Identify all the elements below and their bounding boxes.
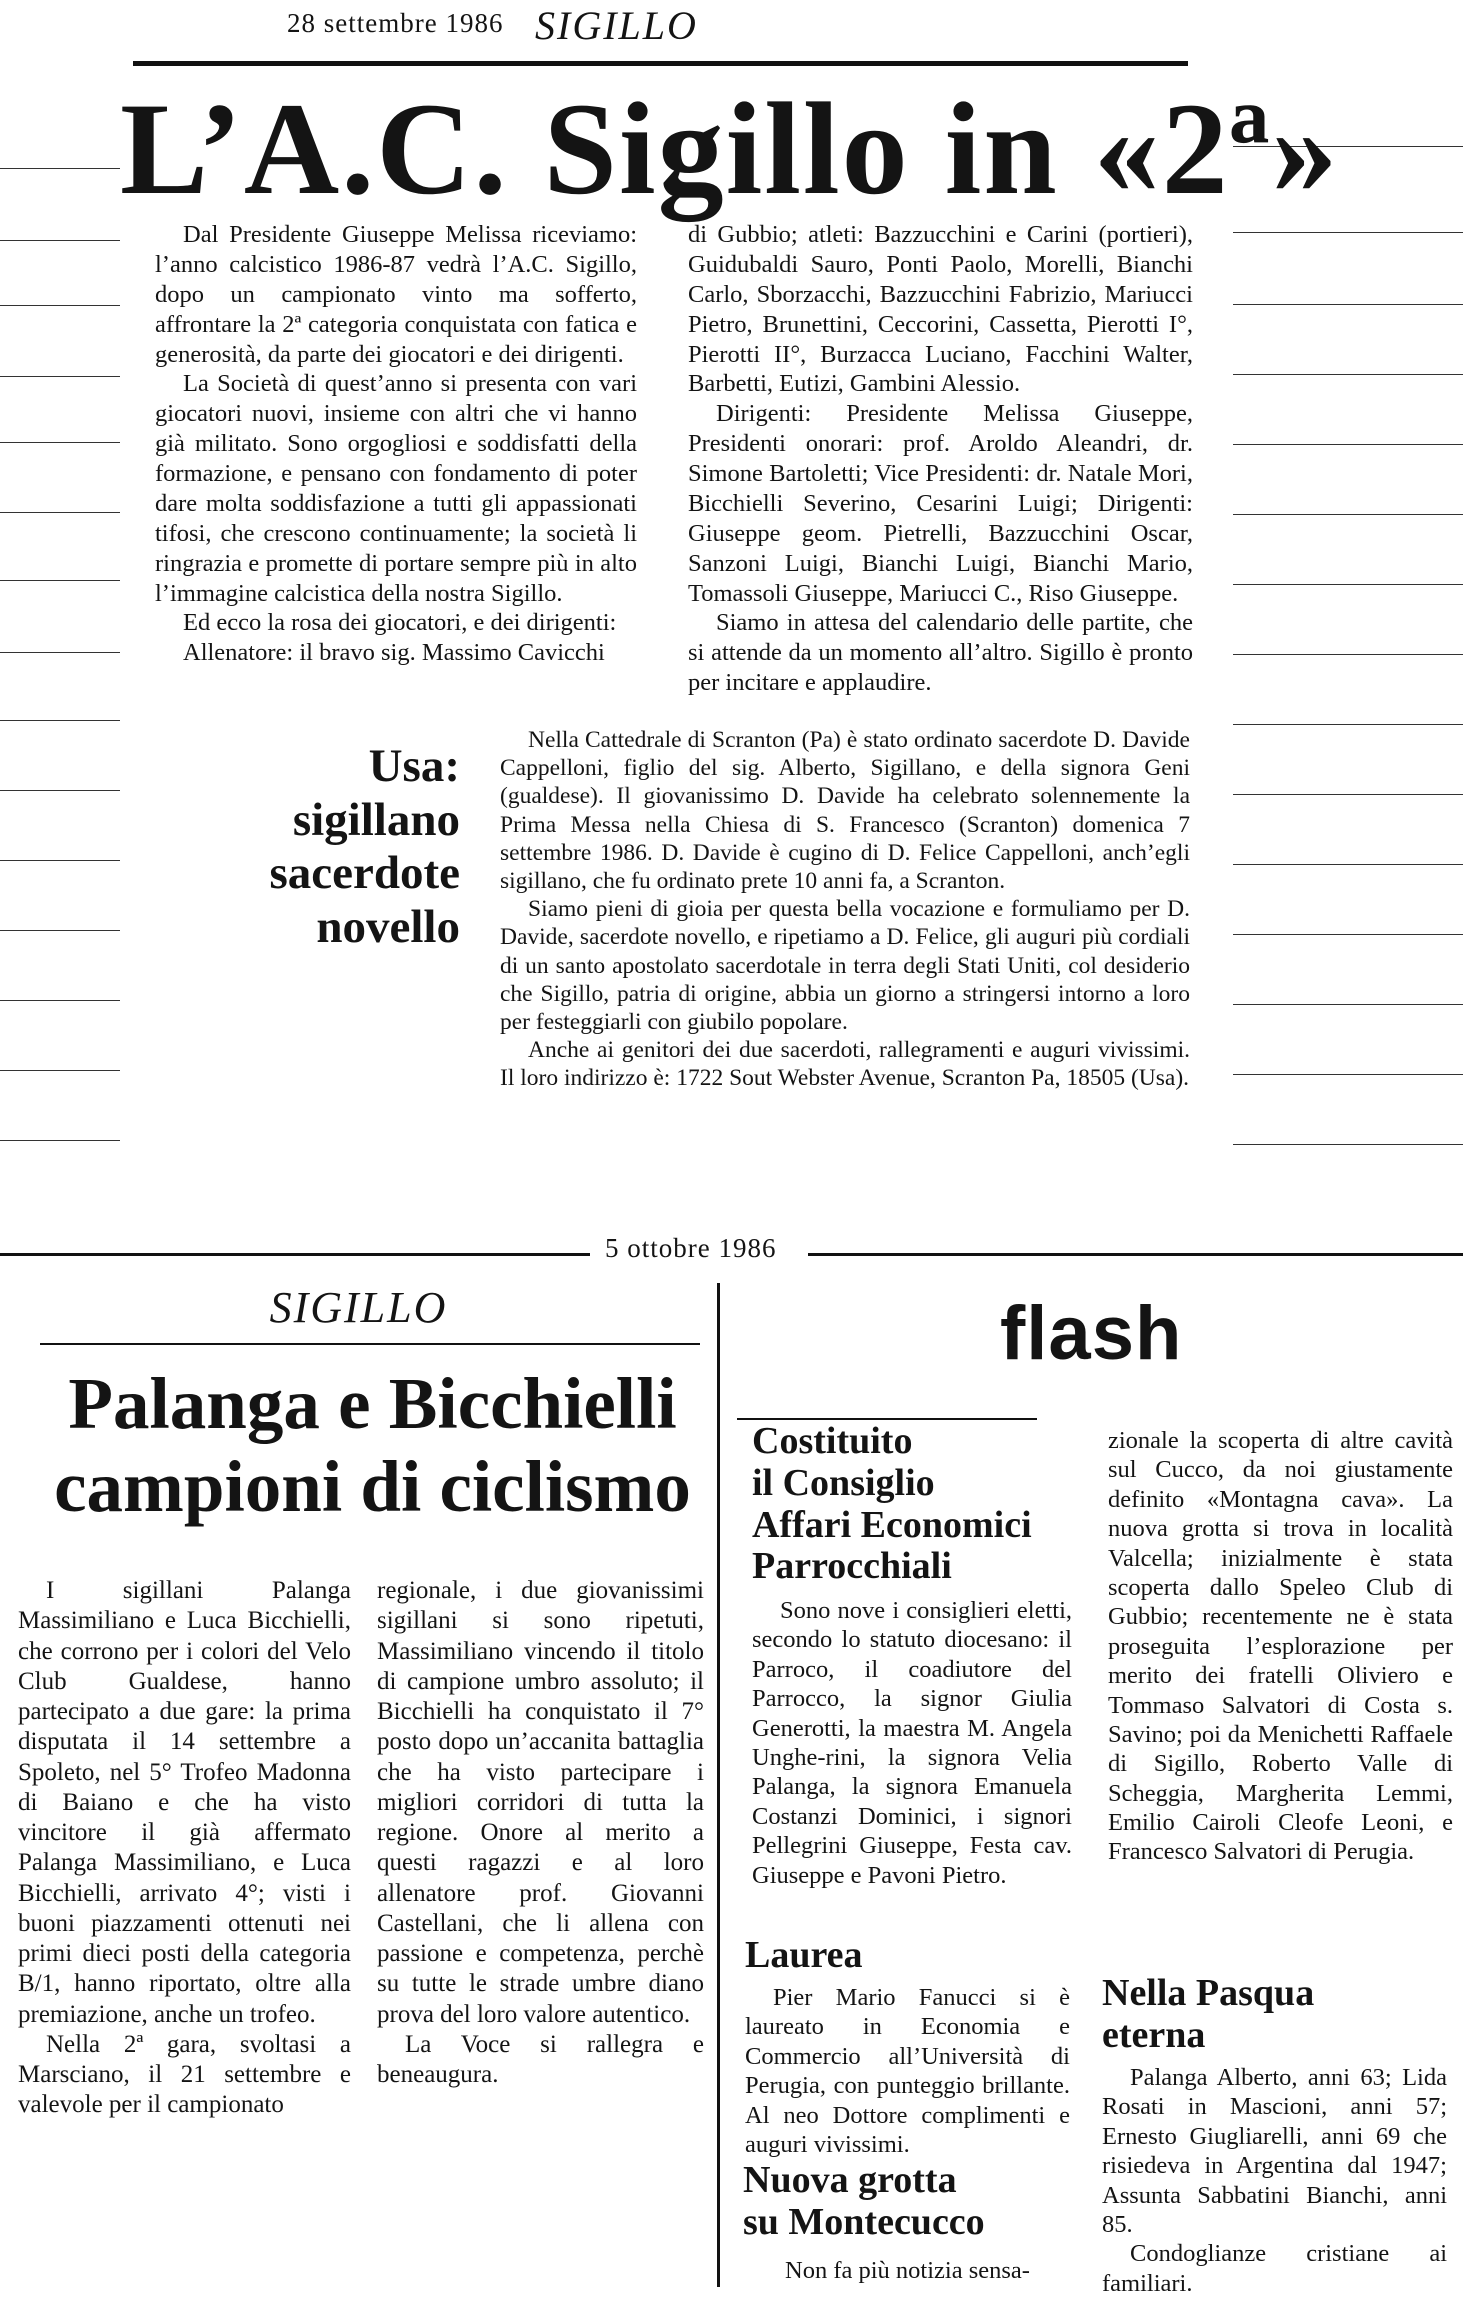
margin-rule [1233,654,1463,655]
headline [30,1362,715,1528]
margin-rule [1233,934,1463,935]
margin-rule [1233,1004,1463,1005]
flash-heading: flash [1000,1291,1183,1376]
paragraph: La Voce si rallegra e beneaugura. [377,2030,704,2088]
section-kicker: SIGILLO [535,3,698,48]
margin-rule [0,580,120,581]
margin-rule [0,790,120,791]
margin-rule [0,512,120,513]
paragraph: Pier Mario Fanucci si è laureato in Economia e Commercio all’Università di Perugia, con punteggio brillante. Al neo Dottore complimenti e auguri vivissimi. [745,1984,1070,2158]
paragraph: Siamo pieni di gioia per questa bella vocazione e formuliamo per D. Davide, sacerdote novello, e ripetiamo a D. Felice, gli auguri più cordiali di un santo apostolato sacerdotale in terra degli Stati Uniti, col desiderio che Sigillo, patria di origine, abbia un giorno a stringersi intorno a loro per festeggiarli con giubilo popolare. [500,896,1190,1035]
pasqua-headline [1102,1973,1442,2057]
issue-date: 28 settembre 1986 [287,8,504,38]
paragraph: La Società di quest’anno si presenta con vari giocatori nuovi, insieme con altri che vi hanno già militato. Sono orgogliosi e soddisfatti della formazione, e pensano con fondamento di poter dare molta soddisfazione a tutti gli appassionati tifosi, che crescono continuamente; la società li ringrazia e promette di portare sempre più in alto l’immagine calcistica della nostra Sigillo. [155,370,637,607]
paragraph: Siamo in attesa del calendario delle partite, che si attende da un momento all’altro. Sigillo è pronto per incitare e applaudire. [688,609,1193,697]
margin-rule [0,1140,120,1141]
paragraph: I sigillani Palanga Massimiliano e Luca Bicchielli, che corrono per i colori del Velo Club Gualdese, hanno partecipato a due gare: la prima disputata il 14 settembre a Spoleto, nel 5° Trofeo Madonna di Baiano e che ha visto vincitore il già affermato Palanga Massimiliano, e Luca Bicchielli, arrivato 4°; visti i buoni piazzamenti ottenuti nei primi dieci posti della categoria B/1, hanno riportato, oltre alla premiazione, anche un trofeo. [18,1577,351,2028]
margin-rule [0,376,120,377]
consiglio-body [752,1596,1072,1890]
paragraph: Nella 2ª gara, svoltasi a Marsciano, il 21 settembre e valevole per il campionato [18,2030,351,2119]
paragraph: Palanga Alberto, anni 63; Lida Rosati in Mascioni, anni 57; Ernesto Giugliarelli, anni 69 che risiedeva in Argentina dal 1947; Assunta Sabbatini Bianchi, anni 85. [1102,2064,1447,2238]
margin-rule [0,720,120,721]
margin-rule [0,652,120,653]
paragraph: Condoglianze cristiane ai familiari. [1102,2240,1447,2297]
paragraph: Nella Cattedrale di Scranton (Pa) è stato ordinato sacerdote D. Davide Cappelloni, figlio del sig. Alberto, Sigillano, e della signora Geni (gualdese). Il giovanissimo D. Davide ha celebrato solennemente la Prima Messa nella Chiesa di S. Francesco (Scranton) domenica 7 settembre 1986. D. Davide è cugino di D. Felice Cappelloni, anch’egli sigillano, che fu ordinato prete 10 anni fa, a Scranton. [500,727,1190,894]
section-kicker: SIGILLO [269,1283,448,1332]
margin-rule [0,305,120,306]
headline-line: il Consiglio [752,1461,935,1504]
margin-rule [0,240,120,241]
headline-line: su Montecucco [743,2200,985,2243]
kicker-rule [40,1343,700,1345]
paragraph: Dal Presidente Giuseppe Melissa riceviamo: l’anno calcistico 1986-87 vedrà l’A.C. Sigillo, dopo un campionato vinto ma sofferto, affrontare la 2ª categoria conquistata con fatica e generosità, da parte dei giocatori e dei dirigenti. [155,221,637,368]
header-rule [808,1253,1463,1256]
headline-line: Parrocchiali [752,1545,952,1588]
margin-rule [0,860,120,861]
headline-line: novello [316,900,460,953]
margin-rule [0,1000,120,1001]
grotta-body-continued [1108,1426,1453,1867]
header-rule [133,61,1188,66]
grotta-body-start: Non fa più notizia sensa- [785,2257,1030,2284]
headline-line: campioni di ciclismo [54,1446,691,1528]
margin-rule [1233,514,1463,515]
issue-date: 5 ottobre 1986 [605,1233,777,1263]
pasqua-body [1102,2063,1447,2298]
paragraph: Sono nove i consiglieri eletti, secondo lo statuto diocesano: il Parroco, il coadiutore del Parrocco, la signor Giulia Generotti, la maestra M. Angela Unghe-rini, la signora Velia Palanga, la signora Emanuela Costanzi Dominici, i signori Pellegrini Giuseppe, Festa cav. Giuseppe e Pavoni Pietro. [752,1597,1072,1889]
article-column-2 [688,220,1193,698]
headline-line: sigillano [292,793,460,846]
paragraph: zionale la scoperta di altre cavità sul Cucco, da noi giustamente definito «Montagna cava». La nuova grotta si trova in località Valcella; inizialmente è stata scoperta dallo Speleo Club di Gubbio; recentemente ne è stata proseguita l’esplorazione per merito dei fratelli Oliviero e Tommaso Salvatori di Costa s. Savino; poi da Menichetti Raffaele di Sigillo, Roberto Valle di Scheggia, Margherita Lemmi, Emilio Cairoli Cleofe Leoni, e Francesco Salvatori di Perugia. [1108,1427,1453,1866]
usa-headline [245,740,460,954]
header-rule [0,1253,590,1256]
margin-rule [0,1070,120,1071]
paragraph: di Gubbio; atleti: Bazzucchini e Carini (portieri), Guidubaldi Sauro, Ponti Paolo, Morelli, Bianchi Carlo, Sborzacchi, Bazzucchini Fabrizio, Mariucci Pietro, Brunettini, Ceccorini, Cassetta, Pierotti I°, Pierotti II°, Burzacca Luciano, Facchini Walter, Barbetti, Eutizi, Gambini Alessio. [688,221,1193,398]
column-divider [717,1283,720,2287]
margin-rule [1233,1074,1463,1075]
usa-body [500,726,1190,1092]
article-column-1 [155,220,637,668]
margin-rule [1233,444,1463,445]
laurea-body [745,1983,1070,2159]
headline-line: Affari Economici [752,1503,1032,1546]
headline: L’A.C. Sigillo in «2ª» [120,75,1340,222]
margin-rule [1233,232,1463,233]
margin-rule [0,930,120,931]
paragraph: Allenatore: il bravo sig. Massimo Cavicchi [183,639,605,667]
paragraph: Anche ai genitori dei due sacerdoti, rallegramenti e auguri vivissimi. Il loro indirizzo è: 1722 Sout Webster Avenue, Scranton Pa, 18505 (Usa). [500,1037,1190,1092]
paragraph: Ed ecco la rosa dei giocatori, e dei dirigenti: [183,609,617,637]
laurea-headline: Laurea [745,1934,863,1976]
article-column-1 [18,1576,351,2121]
margin-rule [1233,1144,1463,1145]
margin-rule [0,168,120,169]
margin-rule [1233,374,1463,375]
margin-rule [1233,724,1463,725]
margin-rule [1233,304,1463,305]
margin-rule [1233,794,1463,795]
margin-rule [0,442,120,443]
headline-line: Palanga e Bicchielli [68,1363,677,1444]
headline-line: sacerdote [269,847,460,900]
article-column-2 [377,1576,704,2090]
paragraph: Dirigenti: Presidente Melissa Giuseppe, Presidenti onorari: prof. Aroldo Aleandri, dr. Simone Bartoletti; Vice Presidenti: dr. Natale Mori, Bicchielli Severino, Cesarini Luigi; Dirigenti: Giuseppe geom. Pietrelli, Bazzucchini Oscar, Sanzoni Luigi, Bianchi Luigi, Bianchi Mario, Tomassoli Giuseppe, Mariucci C., Riso Giuseppe. [688,400,1193,607]
grotta-headline [743,2160,1073,2244]
headline-line: Nella Pasqua [1102,1972,1315,2014]
consiglio-headline [752,1421,1092,1588]
headline-line: eterna [1102,2013,1206,2056]
paragraph: regionale, i due giovanissimi sigillani si sono ripetuti, Massimiliano vincendo il titolo di campione umbro assoluto; il Bicchielli ha conquistato il 7° posto dopo un’accanita battaglia che ha visto partecipare i migliori corridori di tutta la regione. Onore al merito a questi ragazzi e al loro allenatore prof. Giovanni Castellani, che li allena con passione e competenza, perchè su tutte le strade umbre diano prova del loro valore autentico. [377,1577,704,2028]
margin-rule [1233,864,1463,865]
headline-line: Usa: [368,740,460,792]
margin-rule [1233,584,1463,585]
headline-line: Nuova grotta [743,2159,957,2201]
headline-line: Costituito [752,1420,913,1462]
